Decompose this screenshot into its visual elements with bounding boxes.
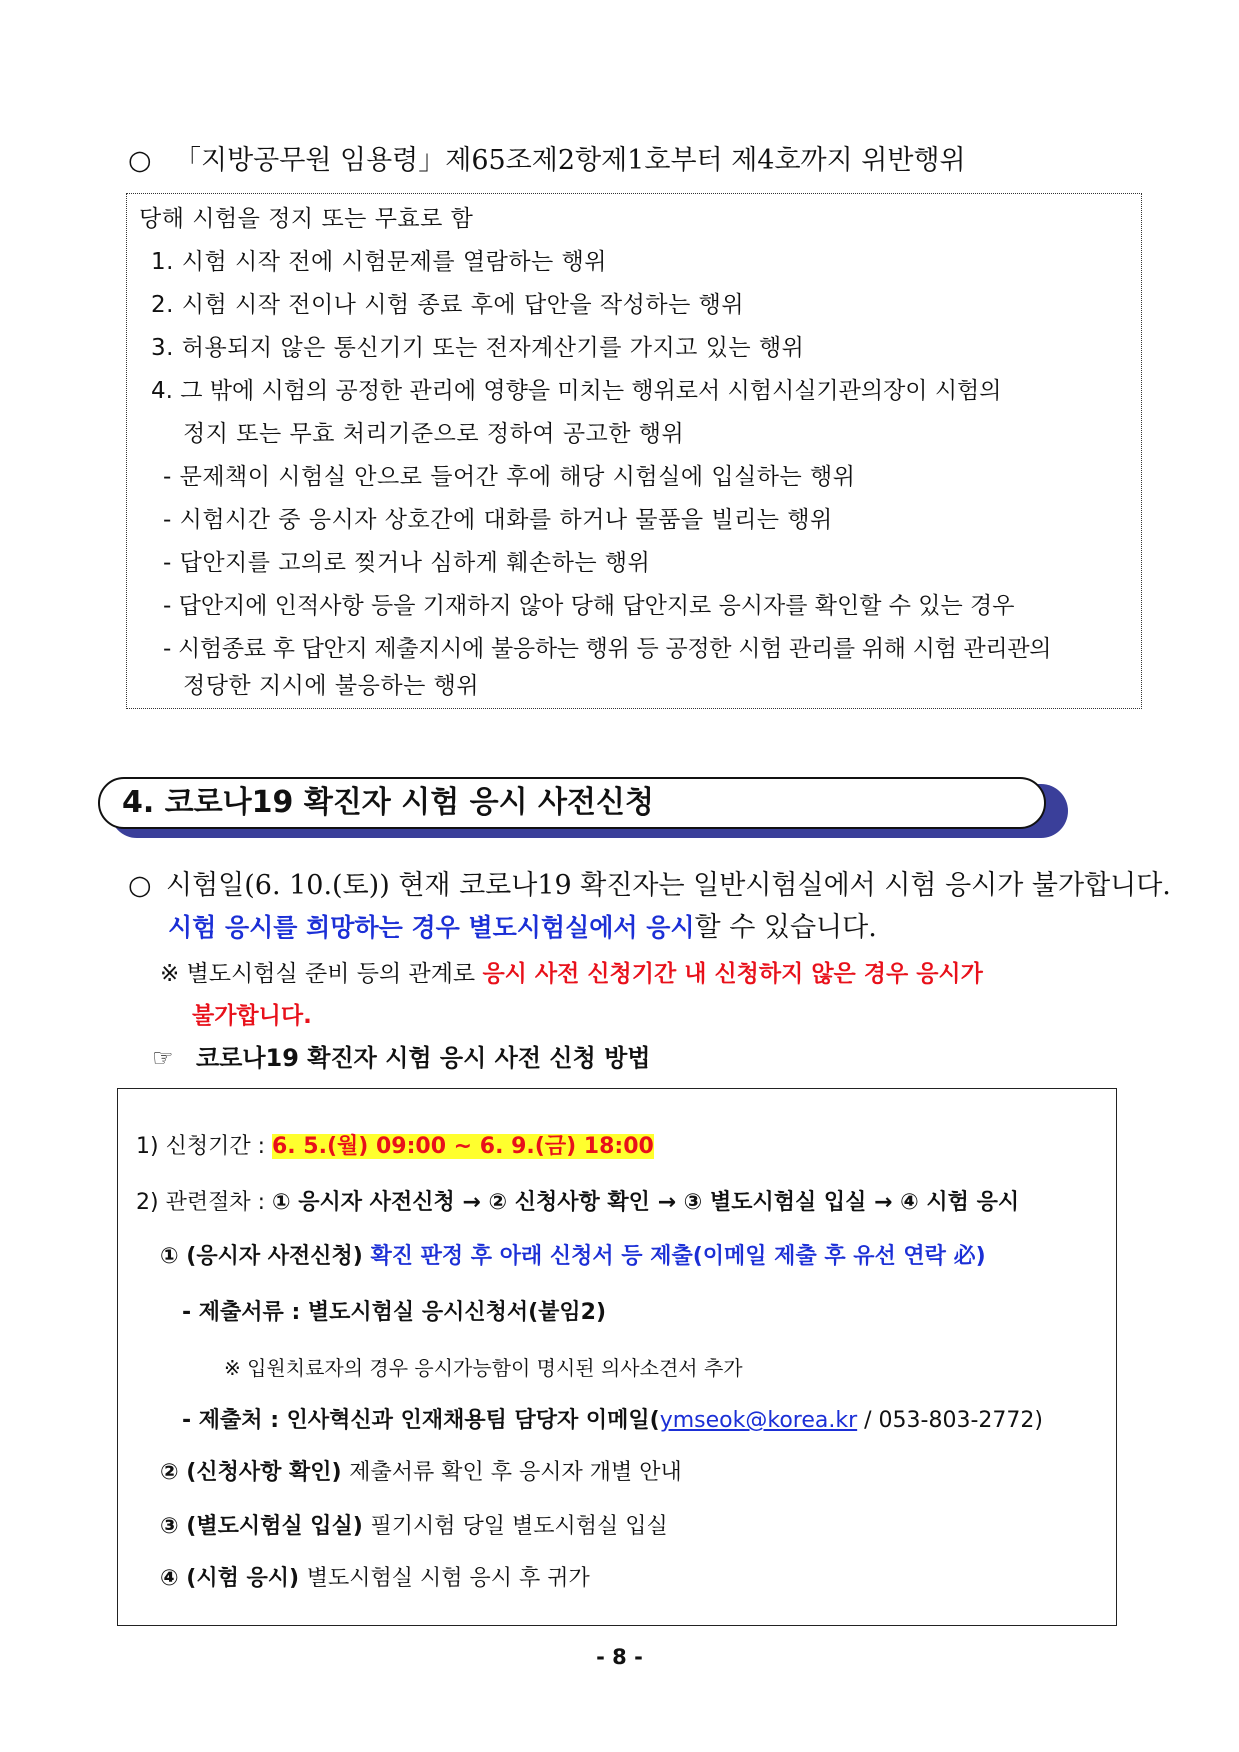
contact-email-link[interactable]: ymseok@korea.kr (659, 1408, 858, 1433)
procedure-row (136, 1187, 1019, 1219)
circle-bullet-icon: ○ (128, 145, 152, 176)
documents-row: - 제출서류 : 별도시험실 응시신청서(붙임2) (182, 1300, 607, 1325)
deadline-note-prefix: ※ 별도시험실 준비 등의 관계로 (160, 961, 483, 987)
penalty-dash-item: - 답안지를 고의로 찢거나 심하게 훼손하는 행위 (163, 550, 651, 576)
step1-row (160, 1241, 986, 1273)
deadline-note-warning-cont: 불가합니다. (192, 1003, 312, 1029)
submit-row (182, 1405, 1043, 1437)
application-method-box (117, 1088, 1117, 1626)
method-heading (152, 1040, 650, 1076)
circle-bullet-icon: ○ (128, 870, 152, 901)
section-title: 4. 코로나19 확진자 시험 응시 사전신청 (122, 785, 654, 820)
step4-row (160, 1563, 590, 1595)
contact-phone: / 053-803-2772) (857, 1408, 1043, 1433)
step4-value: 별도시험실 시험 응시 후 귀가 (306, 1566, 590, 1591)
step2-label: ② (신청사항 확인) (160, 1460, 350, 1485)
step4-label: ④ (시험 응시) (160, 1566, 307, 1591)
penalty-dash-item: - 시험종료 후 답안지 제출지시에 불응하는 행위 등 공정한 시험 관리를 위해 시험 관리관의 (163, 636, 1052, 662)
deadline-note-warning: 응시 사전 신청기간 내 신청하지 않은 경우 응시가 (482, 961, 983, 987)
exam-notice-rest: 할 수 있습니다. (694, 912, 877, 943)
exam-notice-line2 (168, 910, 877, 946)
step2-row (160, 1457, 682, 1489)
violation-heading-text: 「지방공무원 임용령」제65조제2항제1호부터 제4호까지 위반행위 (174, 145, 966, 176)
step3-value: 필기시험 당일 별도시험실 입실 (370, 1514, 668, 1539)
exam-notice-line1 (128, 868, 1171, 904)
violation-heading (128, 143, 1108, 179)
step1-label: ① (응시자 사전신청) (160, 1244, 371, 1269)
period-value: 6. 5.(월) 09:00 ~ 6. 9.(금) 18:00 (271, 1134, 654, 1159)
penalty-dash-cont: 정당한 지시에 불응하는 행위 (183, 673, 480, 699)
penalty-item-cont: 정지 또는 무효 처리기준으로 정하여 공고한 행위 (183, 421, 685, 447)
deadline-note (160, 956, 983, 992)
page-number: - 8 - (596, 1645, 643, 1669)
period-label: 1) 신청기간 : (136, 1134, 272, 1159)
penalty-intro: 당해 시험을 정지 또는 무효로 함 (139, 206, 474, 232)
step2-value: 제출서류 확인 후 응시자 개별 안내 (349, 1460, 682, 1485)
procedure-label: 2) 관련절차 : (136, 1190, 272, 1215)
penalty-dash-item: - 문제책이 시험실 안으로 들어간 후에 해당 시험실에 입실하는 행위 (163, 464, 856, 490)
documents-note: ※ 입원치료자의 경우 응시가능함이 명시된 의사소견서 추가 (224, 1356, 743, 1380)
period-row (136, 1131, 654, 1163)
penalty-item: 4. 그 밖에 시험의 공정한 관리에 영향을 미치는 행위로서 시험시실기관의장이 시험의 (151, 378, 1002, 404)
pointing-hand-icon: ☞ (152, 1044, 174, 1072)
method-heading-text: 코로나19 확진자 시험 응시 사전 신청 방법 (196, 1044, 651, 1072)
penalty-box (126, 193, 1142, 709)
step1-value: 확진 판정 후 아래 신청서 등 제출(이메일 제출 후 유선 연락 必) (370, 1244, 986, 1269)
step3-row (160, 1511, 668, 1543)
penalty-dash-item: - 시험시간 중 응시자 상호간에 대화를 하거나 물품을 빌리는 행위 (163, 507, 833, 533)
submit-label: - 제출처 : 인사혁신과 인재채용팀 담당자 이메일( (182, 1408, 660, 1433)
penalty-item: 3. 허용되지 않은 통신기기 또는 전자계산기를 가지고 있는 행위 (151, 335, 805, 361)
penalty-item: 1. 시험 시작 전에 시험문제를 열람하는 행위 (151, 249, 608, 275)
procedure-value: ① 응시자 사전신청 → ② 신청사항 확인 → ③ 별도시험실 입실 → ④ 시험 응시 (271, 1190, 1020, 1215)
penalty-item: 2. 시험 시작 전이나 시험 종료 후에 답안을 작성하는 행위 (151, 292, 745, 318)
exam-notice-highlight: 시험 응시를 희망하는 경우 별도시험실에서 응시 (168, 913, 695, 942)
step3-label: ③ (별도시험실 입실) (160, 1514, 371, 1539)
exam-notice-text: 시험일(6. 10.(토)) 현재 코로나19 확진자는 일반시험실에서 시험 응시가 불가합니다. (166, 870, 1171, 901)
penalty-dash-item: - 답안지에 인적사항 등을 기재하지 않아 당해 답안지로 응시자를 확인할 수 있는 경우 (163, 593, 1015, 619)
